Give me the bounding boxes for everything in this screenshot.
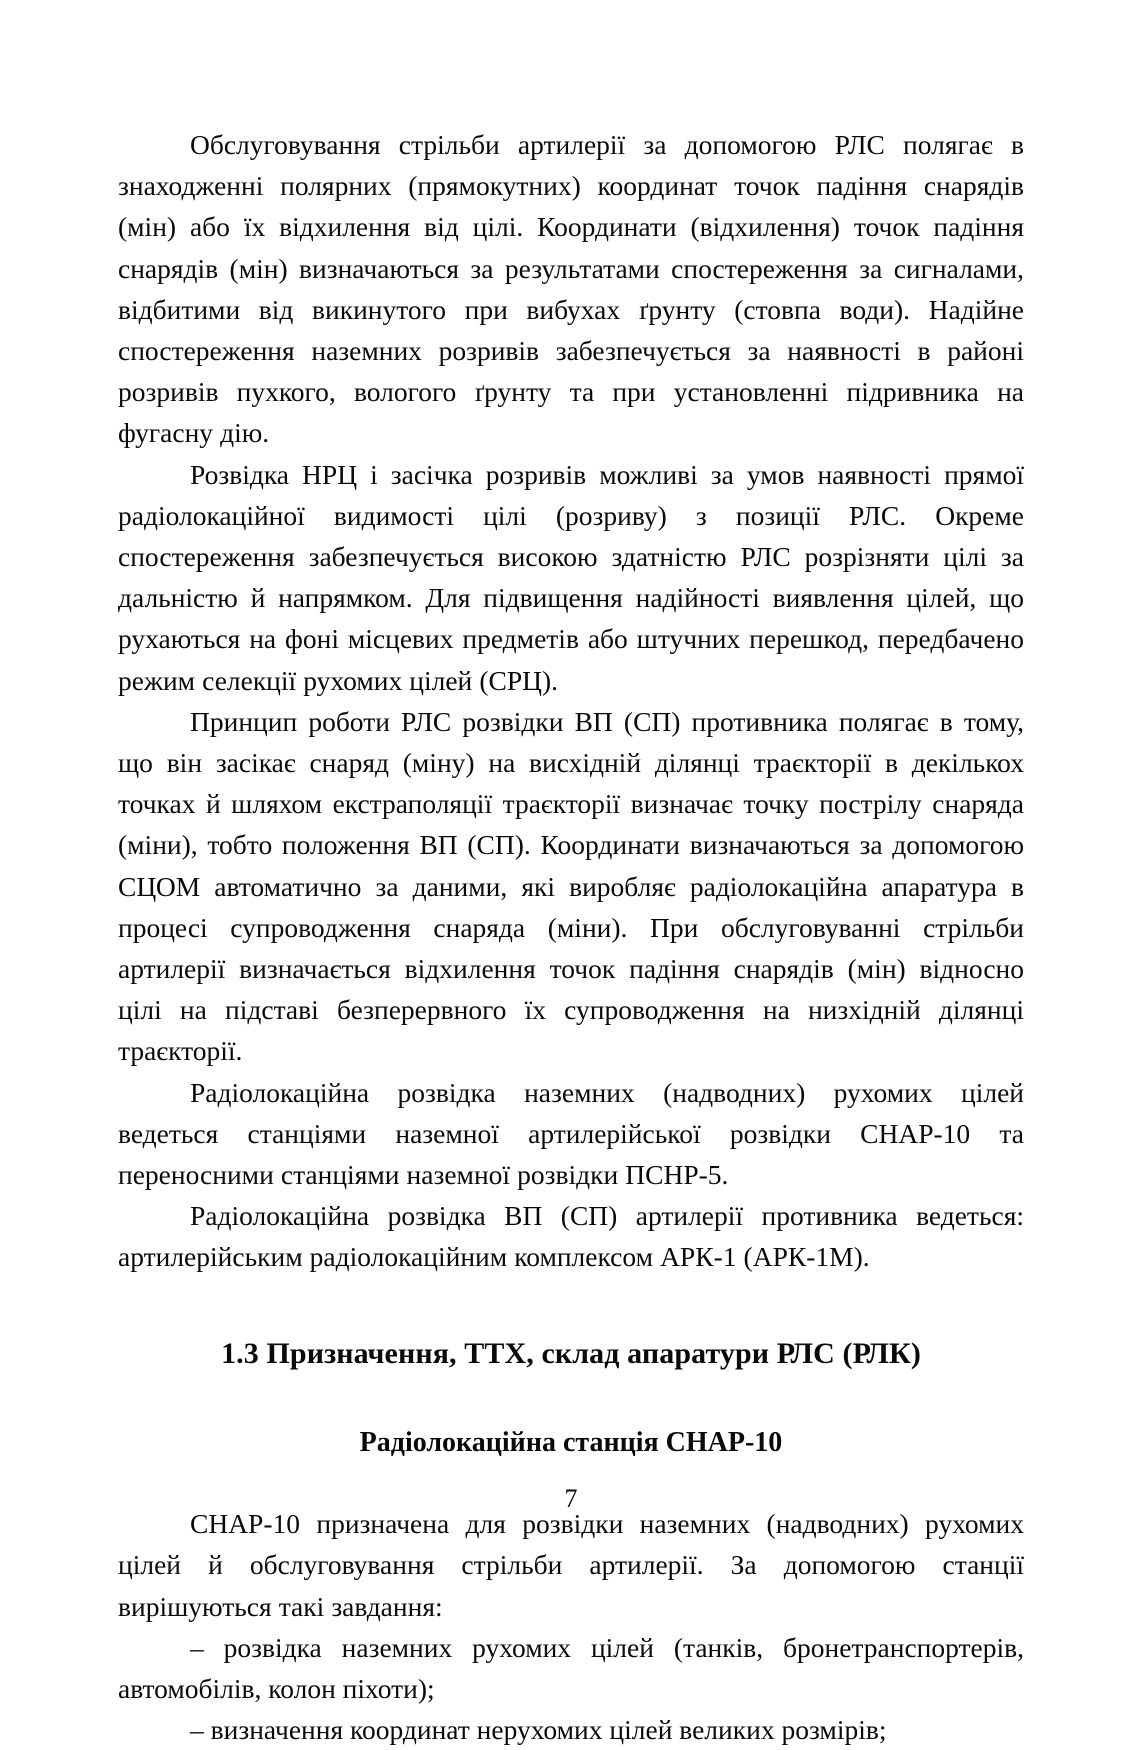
- paragraph-5: Радіолокаційна розвідка ВП (СП) артилерії противника ведеться: артилерійським радіолокаційним комплексом АРК-1 (АРК-1М).: [118, 1200, 1024, 1273]
- section-heading-1-3: 1.3 Призначення, ТТХ, склад апаратури РЛС (РЛК): [221, 1336, 921, 1370]
- page-number: 7: [564, 1484, 578, 1513]
- paragraph-1: Обслуговування стрільби артилерії за допомогою РЛС полягає в знаходженні полярних (прямокутних) координат точок падіння снарядів (мін) або їх відхилення від цілі. Координати (відхилення) точок падіння снарядів (мін) визначаються за результатами спостереження за сигналами, відбитими від викинутого при вибухах ґрунту (стовпа води). Надійне спостереження наземних розривів забезпечується за наявності в районі розривів пухкого, вологого ґрунту та при установленні підривника на фугасну дію.: [118, 129, 1024, 449]
- list-item: – розвідка наземних рухомих цілей (танків, бронетранспортерів, автомобілів, колон піхоти);: [118, 1631, 1024, 1704]
- section-intro-paragraph: СНАР-10 призначена для розвідки наземних (надводних) рухомих цілей й обслуговування стрільби артилерії. За допомогою станції вирішуються такі завдання:: [118, 1508, 1024, 1622]
- paragraph-3: Принцип роботи РЛС розвідки ВП (СП) противника полягає в тому, що він засікає снаряд (міну) на висхідній ділянці траєкторії в декількох точках й шляхом екстраполяції траєкторії визначає точку пострілу снаряда (міни), тобто положення ВП (СП). Координати визначаються за допомогою СЦОМ автоматично за даними, які виробляє радіолокаційна апаратура в процесі супроводження снаряда (міни). При обслуговуванні стрільби артилерії визначається відхилення точок падіння снарядів (мін) відносно цілі на підставі безперервного їх супроводження на низхідній ділянці траєкторії.: [118, 705, 1024, 1067]
- paragraph-2: Розвідка НРЦ і засічка розривів можливі за умов наявності прямої радіолокаційної видимості цілі (розриву) з позиції РЛС. Окреме спостереження забезпечується високою здатністю РЛС розрізняти цілі за дальністю й напрямком. Для підвищення надійності виявлення цілей, що рухаються на фоні місцевих предметів або штучних перешкод, передбачено режим селекції рухомих цілей (СРЦ).: [118, 458, 1024, 696]
- heading-spacer-before: [118, 1278, 1024, 1333]
- list-item: – визначення координат нерухомих цілей великих розмірів;: [190, 1714, 887, 1746]
- subsection-heading-snar10: Радіолокаційна станція СНАР-10: [359, 1426, 783, 1458]
- paragraph-4: Радіолокаційна розвідка наземних (надводних) рухомих цілей ведеться станціями наземної артилерійської розвідки СНАР-10 та переносними станціями наземної розвідки ПСНР-5.: [118, 1076, 1024, 1191]
- heading-spacer-after: [118, 1374, 1024, 1422]
